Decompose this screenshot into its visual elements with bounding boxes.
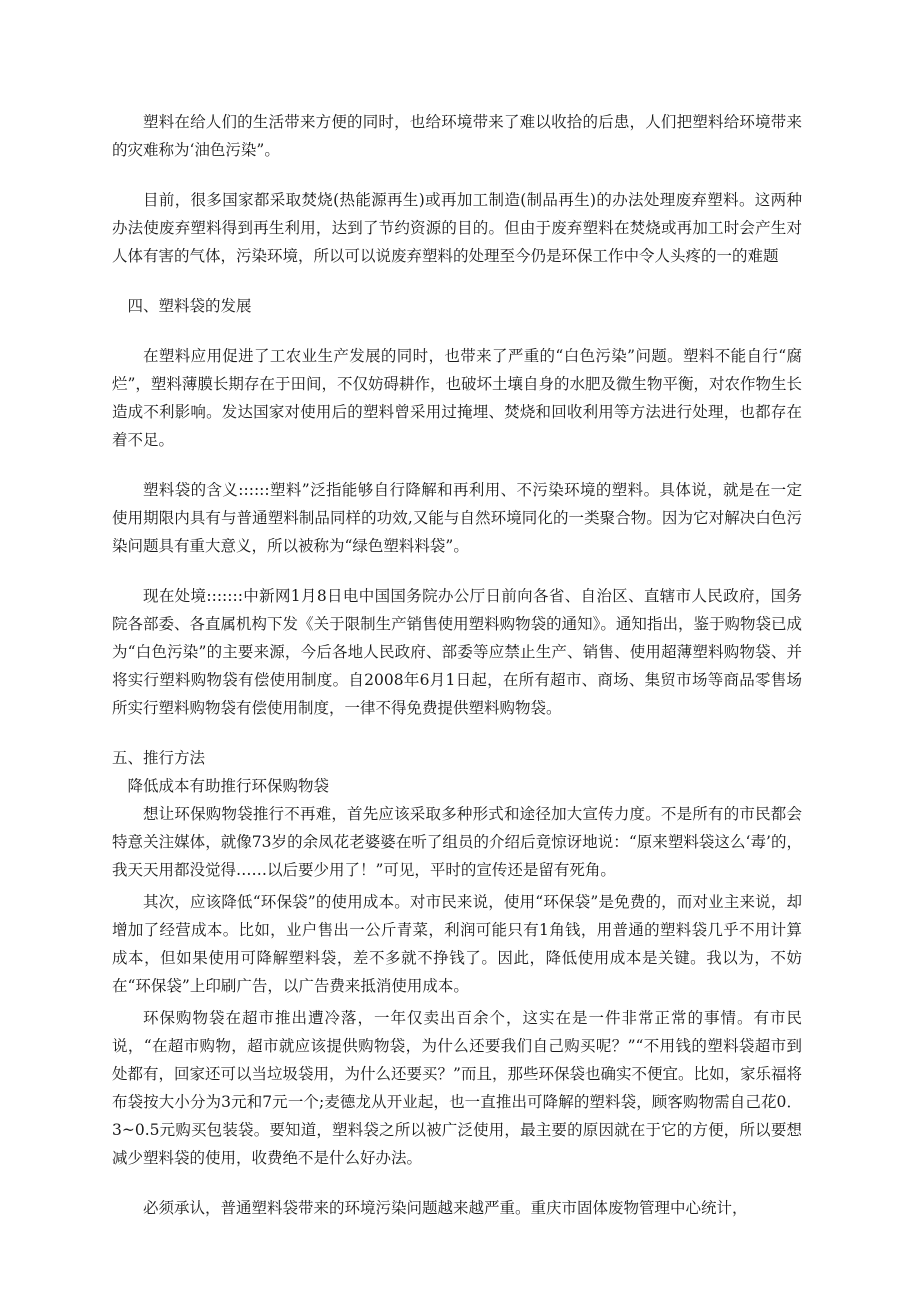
paragraph-white-pollution: 在塑料应用促进了工农业生产发展的同时，也带来了严重的“白色污染”问题。塑料不能自行“腐烂”，塑料薄膜长期存在于田间，不仅妨碍耕作，也破坏土壤自身的水肥及微生物平衡，对农作物生长造成不利影响。发达国家对使用后的塑料曾采用过掩埋、焚烧和回收利用等方法进行处理，也都存在着不足。 [112,347,802,449]
paragraph-supermarket: 环保购物袋在超市推出遭冷落，一年仅卖出百余个，这实在是一件非常正常的事情。有市民说，“在超市购物，超市就应该提供购物袋，为什么还要我们自己购买呢？”“不用钱的塑料袋超市到处都有，回家还可以当垃圾袋用，为什么还要买？”而且，那些环保袋也确实不便宜。比如，家乐福将布袋按大小分为3元和7元一个;麦德龙从开业起，也一直推出可降解的塑料袋，顾客购物需自己花0．3~0.5元购买包装袋。要知道，塑料袋之所以被广泛使用，最主要的原因就在于它的方便，所以要想减少塑料袋的使用，收费绝不是什么好办法。 [112,1009,802,1167]
paragraph-cost: 其次，应该降低“环保袋”的使用成本。对市民来说，使用“环保袋”是免费的，而对业主来说，却增加了经营成本。比如，业户售出一公斤青菜，利润可能只有1角钱，用普通的塑料袋几乎不用计算成本，但如果使用可降解塑料袋，差不多就不挣钱了。因此，降低使用成本是关键。我以为，不妨在“环保袋”上印刷广告，以广告费来抵消使用成本。 [112,893,802,995]
document-page [112,108,802,1222]
section-heading-four: 四、塑料袋的发展 [127,297,252,315]
paragraph-publicity: 想让环保购物袋推行不再难，首先应该采取多种形式和途径加大宣传力度。不是所有的市民都会特意关注媒体，就像73岁的余凤花老婆婆在听了组员的介绍后竟惊讶地说：“原来塑料袋这么‘毒’的，我天天用都没觉得……以后要少用了！”可见，平时的宣传还是留有死角。 [112,805,802,879]
paragraph-intro: 塑料在给人们的生活带来方便的同时，也给环境带来了难以收拾的后患，人们把塑料给环境带来的灾难称为‘油色污染”。 [112,113,802,159]
section-heading-five: 五、推行方法 [112,749,206,767]
subheading-lower-cost: 降低成本有助推行环保购物袋 [127,777,330,795]
paragraph-current-methods: 目前，很多国家都采取焚烧(热能源再生)或再加工制造(制品再生)的办法处理废弃塑料。这两种办法使废弃塑料得到再生利用，达到了节约资源的目的。但由于废弃塑料在焚烧或再加工时会产生对人体有害的气体，污染环境，所以可以说废弃塑料的处理至今仍是环保工作中令人头疼的一的难题 [112,191,802,265]
paragraph-current-situation: 现在处境:::::::中新网1月8日电中国国务院办公厅日前向各省、自治区、直辖市人民政府，国务院各部委、各直属机构下发《关于限制生产销售使用塑料购物袋的通知》。通知指出，鉴于购物袋已成为“白色污染”的主要来源，今后各地人民政府、部委等应禁止生产、销售、使用超薄塑料购物袋、并将实行塑料购物袋有偿使用制度。自2008年6月1日起，在所有超市、商场、集贸市场等商品零售场所实行塑料购物袋有偿使用制度，一律不得免费提供塑料购物袋。 [112,587,802,717]
paragraph-definition: 塑料袋的含义::::::塑料”泛指能够自行降解和再利用、不污染环境的塑料。具体说，就是在一定使用期限内具有与普通塑料制品同样的功效,又能与自然环境同化的一类聚合物。因为它对解决白色污染问题具有重大意义，所以被称为“绿色塑料料袋”。 [112,481,802,555]
paragraph-conclusion: 必须承认，普通塑料袋带来的环境污染问题越来越严重。重庆市固体废物管理中心统计， [143,1199,748,1217]
